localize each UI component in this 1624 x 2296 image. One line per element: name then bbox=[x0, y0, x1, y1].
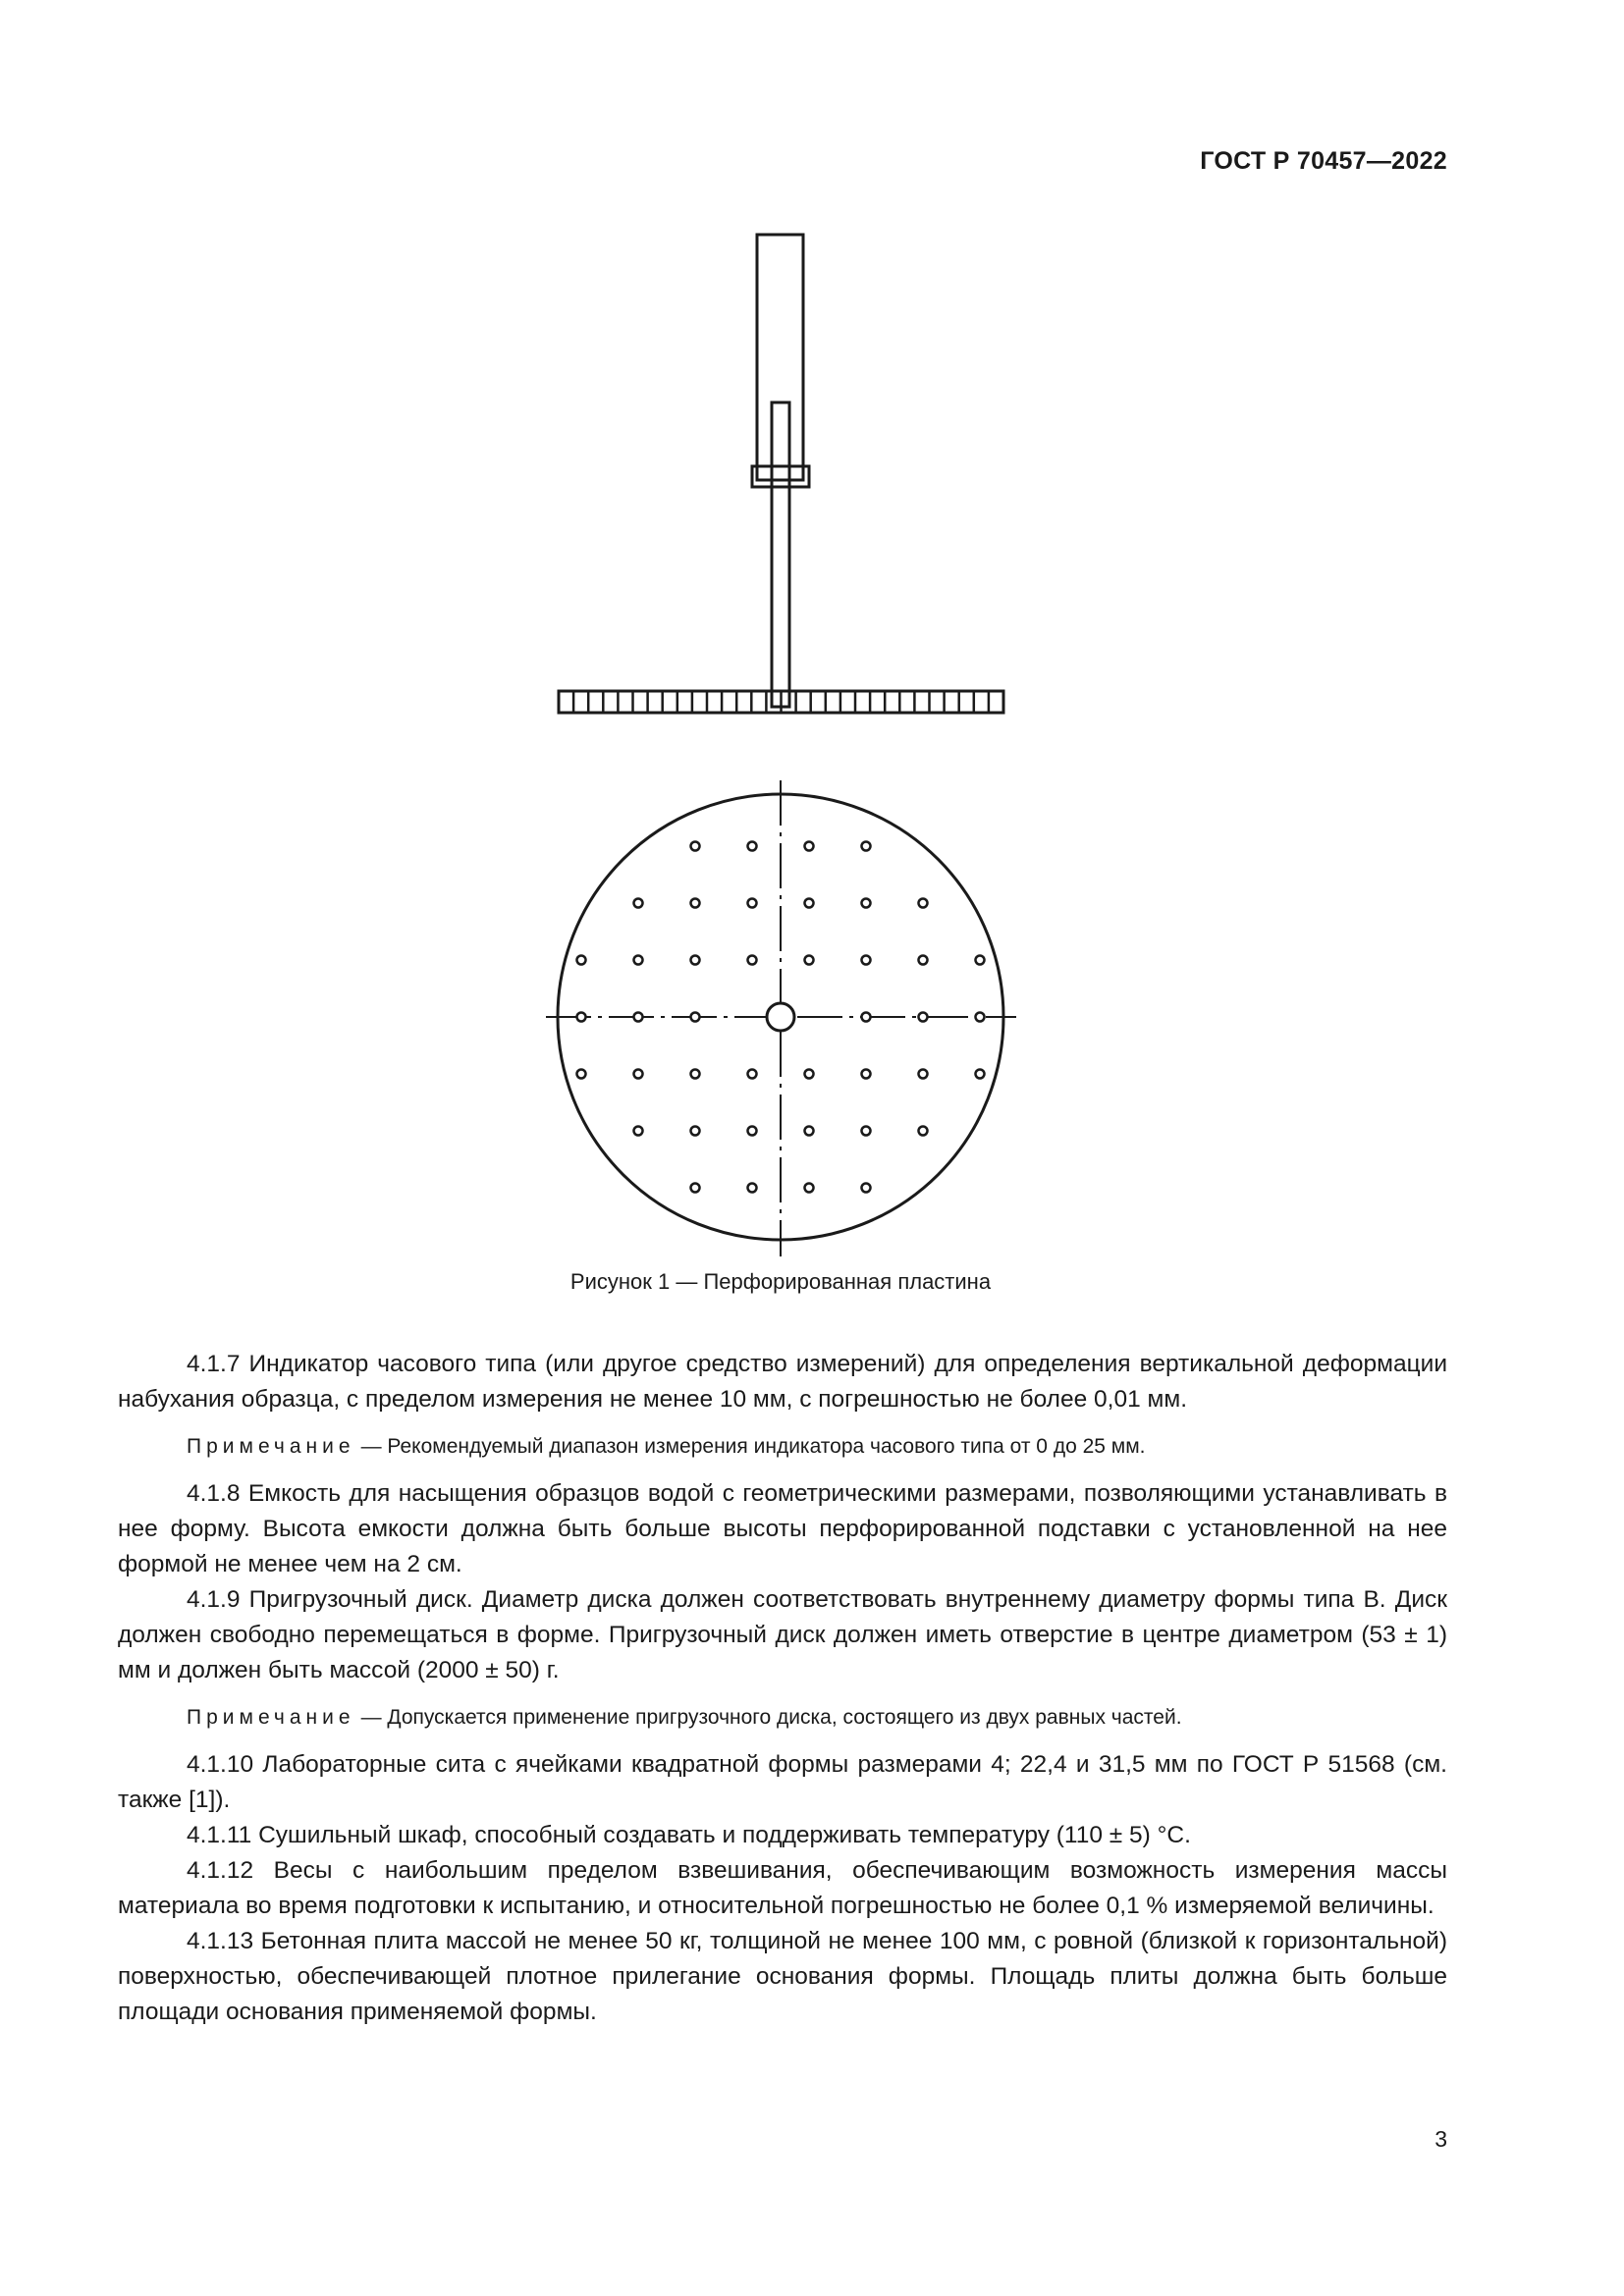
perforation-hole bbox=[748, 842, 757, 851]
perforation-hole bbox=[862, 1127, 871, 1136]
perforation-hole bbox=[805, 956, 814, 965]
perforation-hole bbox=[634, 1070, 643, 1079]
perforation-hole bbox=[805, 1070, 814, 1079]
perforation-hole bbox=[634, 899, 643, 908]
perforation-hole bbox=[691, 1070, 700, 1079]
perforation-hole bbox=[919, 1013, 928, 1022]
perforation-hole bbox=[919, 1070, 928, 1079]
perforation-hole bbox=[691, 842, 700, 851]
perforation-hole bbox=[862, 899, 871, 908]
perforation-hole bbox=[976, 1070, 985, 1079]
perforation-hole bbox=[976, 956, 985, 965]
document-body bbox=[118, 1333, 1447, 2030]
perforation-hole bbox=[634, 1013, 643, 1022]
figure-caption: Рисунок 1 — Перфорированная пластина bbox=[569, 1269, 992, 1294]
perforation-hole bbox=[634, 1127, 643, 1136]
perforation-hole bbox=[577, 1070, 586, 1079]
perforation-hole bbox=[805, 1127, 814, 1136]
perforation-hole bbox=[691, 1127, 700, 1136]
perforation-hole bbox=[748, 956, 757, 965]
note-text: — Рекомендуемый диапазон измерения индикатора часового типа от 0 до 25 мм. bbox=[360, 1435, 1146, 1458]
perforation-hole bbox=[748, 1184, 757, 1193]
perforation-hole bbox=[862, 1070, 871, 1079]
perforation-hole bbox=[862, 956, 871, 965]
clause-4-1-12: 4.1.12 Весы с наибольшим пределом взвешивания, обеспечивающим возможность измерения массы материала во время подготовки к испытанию, и относительной погрешностью не более 0,1 % измеряемой величины. bbox=[118, 1857, 1447, 1919]
plate-side-view bbox=[559, 235, 1003, 713]
clause-4-1-8: 4.1.8 Емкость для насыщения образцов водой с геометрическими размерами, позволяющими устанавливать в нее форму. Высота емкости должна быть больше высоты перфорированной подставки с установленной на нее формой не менее чем на 2 см. bbox=[118, 1480, 1447, 1577]
perforation-hole bbox=[805, 899, 814, 908]
perforation-hole bbox=[862, 1184, 871, 1193]
perforation-hole bbox=[634, 956, 643, 965]
note-1 bbox=[118, 1431, 1447, 1463]
plate-top-view bbox=[546, 780, 1016, 1256]
perforation-hole bbox=[577, 956, 586, 965]
perforation-hole bbox=[748, 1070, 757, 1079]
note-2 bbox=[118, 1702, 1447, 1734]
document-number: ГОСТ Р 70457—2022 bbox=[1200, 147, 1447, 175]
perforation-hole bbox=[748, 899, 757, 908]
note-label: Примечание bbox=[187, 1706, 355, 1729]
clause-4-1-13: 4.1.13 Бетонная плита массой не менее 50 кг, толщиной не менее 100 мм, с ровной (близкой к горизонтальной) поверхностью, обеспечивающей плотное прилегание основания формы. Площадь плиты должна быть больше площади основания применяемой формы. bbox=[118, 1928, 1447, 2025]
perforation-hole bbox=[862, 842, 871, 851]
perforation-hole bbox=[748, 1127, 757, 1136]
rod-sleeve bbox=[757, 235, 803, 480]
note-label: Примечание bbox=[187, 1435, 355, 1458]
perforation-hole bbox=[577, 1013, 586, 1022]
perforation-hole bbox=[691, 956, 700, 965]
perforation-hole bbox=[691, 1184, 700, 1193]
clause-4-1-7: 4.1.7 Индикатор часового типа (или другое средство измерений) для определения вертикальной деформации набухания образца, с пределом измерения не менее 10 мм, с погрешностью не более 0,01 мм. bbox=[118, 1351, 1447, 1413]
rod-nut bbox=[752, 466, 809, 487]
perforation-hole bbox=[862, 1013, 871, 1022]
perforation-hole bbox=[691, 1013, 700, 1022]
perforation-hole bbox=[691, 899, 700, 908]
perforation-hole bbox=[919, 956, 928, 965]
clause-4-1-11: 4.1.11 Сушильный шкаф, способный создавать и поддерживать температуру (110 ± 5) °С. bbox=[187, 1822, 1191, 1848]
clause-4-1-9: 4.1.9 Пригрузочный диск. Диаметр диска должен соответствовать внутреннему диаметру формы типа В. Диск должен свободно перемещаться в форме. Пригрузочный диск должен иметь отверстие в центре диаметром (53 ± 1) мм и должен быть массой (2000 ± 50) г. bbox=[118, 1586, 1447, 1683]
note-text: — Допускается применение пригрузочного диска, состоящего из двух равных частей. bbox=[360, 1706, 1182, 1729]
perforation-hole bbox=[976, 1013, 985, 1022]
rod-inner bbox=[772, 402, 789, 707]
perforation-hole bbox=[805, 1184, 814, 1193]
perforation-hole bbox=[805, 842, 814, 851]
plate-slots bbox=[573, 691, 989, 713]
center-hole bbox=[767, 1003, 794, 1031]
page-number: 3 bbox=[1435, 2126, 1447, 2152]
perforation-hole bbox=[919, 899, 928, 908]
clause-4-1-10: 4.1.10 Лабораторные сита с ячейками квадратной формы размерами 4; 22,4 и 31,5 мм по ГОСТ Р 51568 (см. также [1]). bbox=[118, 1751, 1447, 1813]
perforation-hole bbox=[919, 1127, 928, 1136]
